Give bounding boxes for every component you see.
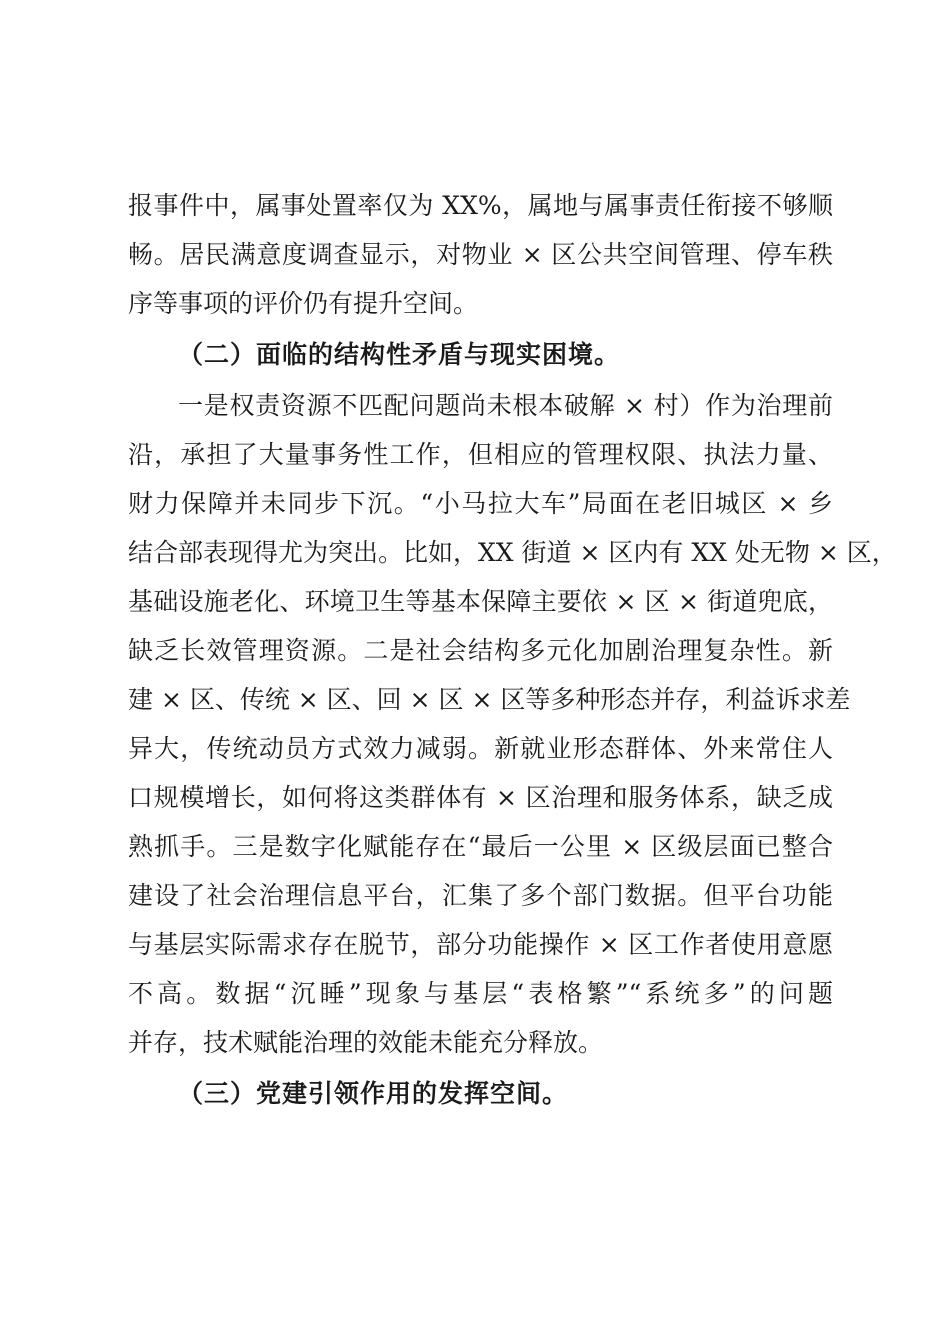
paragraph-line: 口规模增长，如何将这类群体有 × 区治理和服务体系，缺乏成 — [128, 783, 833, 812]
paragraph-line: 熟抓手。三是数字化赋能存在“最后一公里 × 区级层面已整合 — [128, 832, 833, 861]
paragraph-line: 财力保障并未同步下沉。“小马拉大车”局面在老旧城区 × 乡 — [128, 489, 833, 518]
section-heading-2: （二）面临的结构性矛盾与现实困境。 — [178, 340, 621, 369]
section-heading-3: （三）党建引领作用的发挥空间。 — [178, 1079, 569, 1108]
paragraph-line: 建设了社会治理信息平台，汇集了多个部门数据。但平台功能 — [128, 881, 833, 910]
paragraph-line: 与基层实际需求存在脱节，部分功能操作 × 区工作者使用意愿 — [128, 930, 833, 959]
paragraph-line: 并存，技术赋能治理的效能未能充分释放。 — [128, 1028, 604, 1057]
paragraph-line: 序等事项的评价仍有提升空间。 — [128, 289, 479, 318]
paragraph-line: 建 × 区、传统 × 区、回 × 区 × 区等多种形态并存，利益诉求差 — [128, 685, 851, 714]
paragraph-line: 缺乏长效管理资源。二是社会结构多元化加剧治理复杂性。新 — [128, 636, 833, 665]
paragraph-line: 结合部表现得尤为突出。比如，XX 街道 × 区内有 XX 处无物 × 区， — [128, 538, 897, 567]
paragraph-line: 一是权责资源不匹配问题尚未根本破解 × 村）作为治理前 — [178, 391, 833, 420]
paragraph-line: 畅。居民满意度调查显示，对物业 × 区公共空间管理、停车秩 — [128, 240, 833, 269]
paragraph-line: 不高。数据“沉睡”现象与基层“表格繁”“系统多”的问题 — [128, 979, 833, 1008]
paragraph-line: 基础设施老化、环境卫生等基本保障主要依 × 区 × 街道兜底， — [128, 587, 833, 616]
paragraph-line: 异大，传统动员方式效力减弱。新就业形态群体、外来常住人 — [128, 734, 833, 763]
paragraph-line: 报事件中，属事处置率仅为 XX%，属地与属事责任衔接不够顺 — [128, 191, 833, 220]
paragraph-line: 沿，承担了大量事务性工作，但相应的管理权限、执法力量、 — [128, 440, 833, 469]
